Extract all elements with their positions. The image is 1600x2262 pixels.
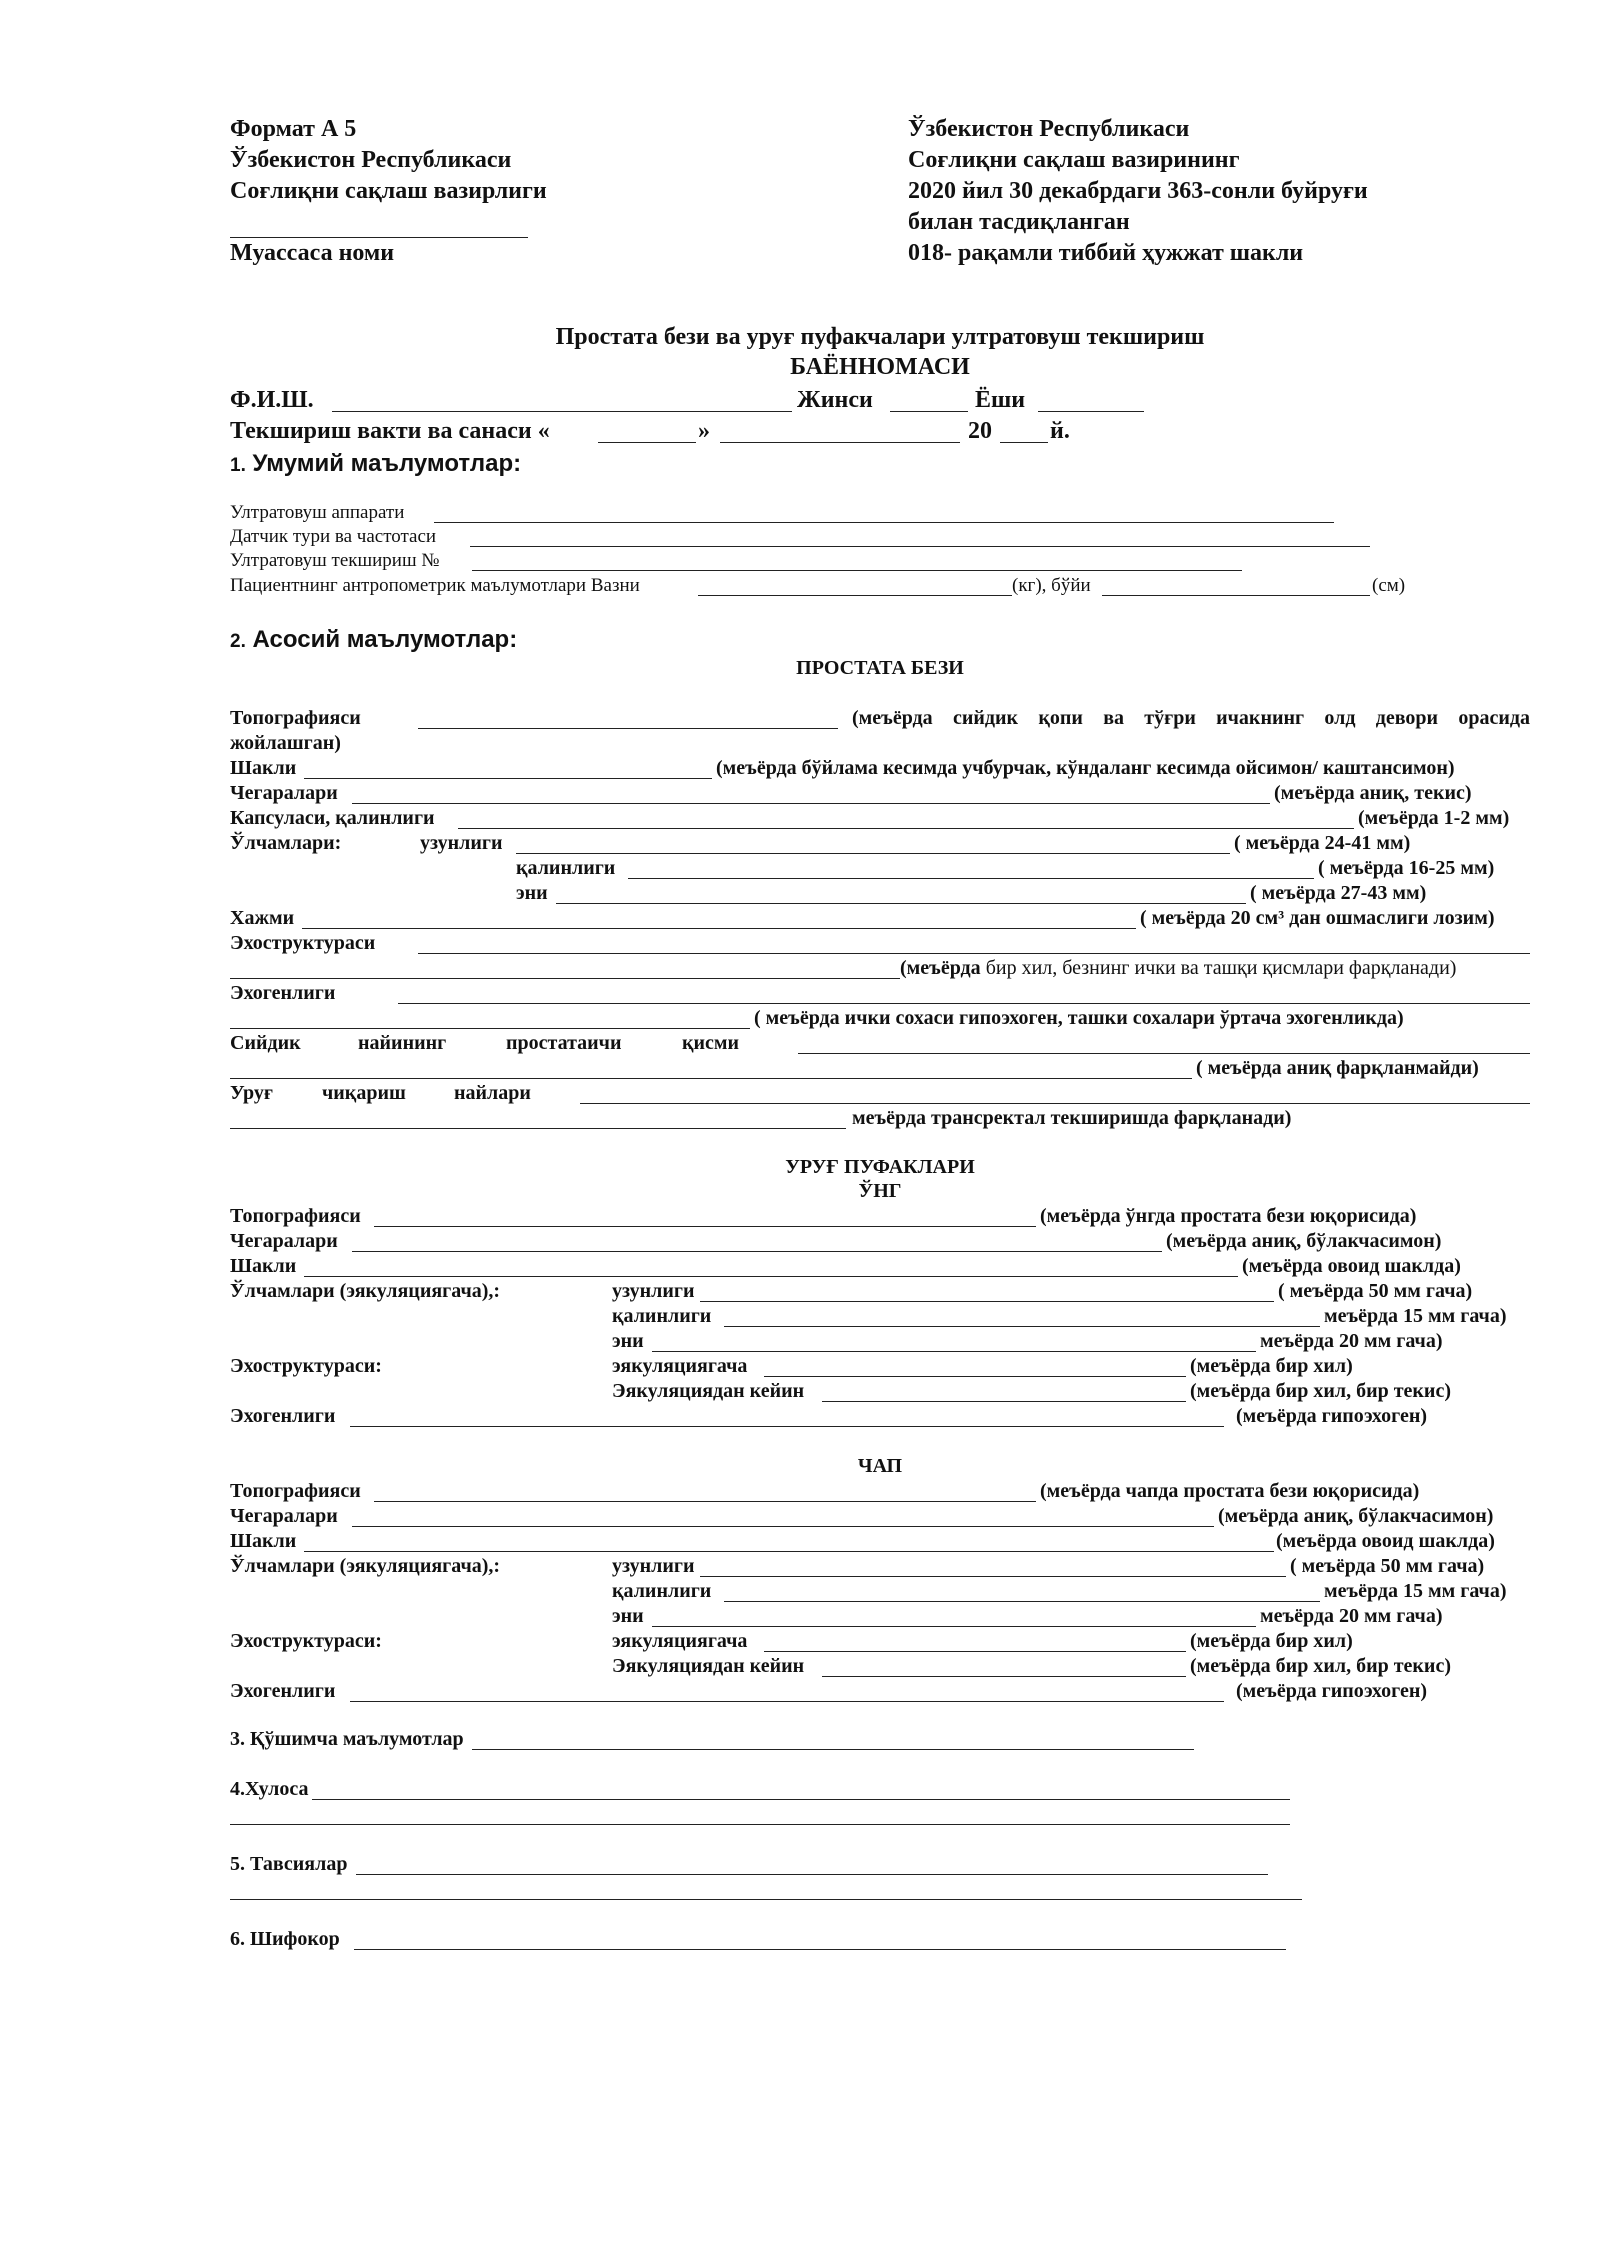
exam-no-label: Ултратовуш текшириш № [230,550,440,571]
right-thickness-label: қалинлиги [612,1305,712,1327]
right-width-field[interactable] [652,1351,1256,1352]
quote-close: » [698,418,710,444]
left-dims-label: Ўлчамлари (эякуляциягача),: [230,1555,501,1577]
prostate-capsule-label: Капсуласи, қалинлиги [230,807,435,829]
left-echogen-norm: (меъёрда гипоэхоген) [1236,1680,1428,1702]
ducts-word3: найлари [454,1082,531,1104]
ducts-word1: Уруғ [230,1082,273,1104]
republic-right: Ўзбекистон Республикаси [908,116,1190,142]
prostate-echogen-label: Эхогенлиги [230,982,336,1004]
right-after-label: Эякуляциядан кейин [612,1380,805,1402]
left-echogen-label: Эхогенлиги [230,1680,336,1702]
left-topo-label: Топографияси [230,1480,361,1502]
section1-heading [230,450,521,478]
section3-label: 3. Қўшимча маълумотлар [230,1728,464,1750]
ducts-field1[interactable] [580,1103,1530,1104]
institution-label: Муассаса номи [230,240,395,266]
right-before-norm: (меъёрда бир хил) [1190,1355,1353,1377]
left-width-norm: меъёрда 20 мм гача) [1260,1605,1443,1627]
prostate-echostr-label: Эхоструктураси [230,932,376,954]
section4-field2[interactable] [230,1824,1290,1825]
ducts-norm: меъёрда трансректал текширишда фарқланади) [852,1107,1292,1129]
cm-label: (см) [1372,575,1406,596]
prostate-width-field[interactable] [556,903,1246,904]
urethra-word2: найининг [358,1032,447,1054]
left-shape-label: Шакли [230,1530,297,1552]
prostate-capsule-norm: (меъёрда 1-2 мм) [1358,807,1510,829]
left-width-field[interactable] [652,1626,1256,1627]
right-borders-field[interactable] [352,1251,1162,1252]
prostate-echostr-norm [900,957,1456,980]
prostate-volume-label: Хажми [230,907,295,929]
prostate-thickness-label: қалинлиги [516,857,616,879]
prostate-volume-field[interactable] [302,928,1136,929]
right-shape-label: Шакли [230,1255,297,1277]
exam-no-field[interactable] [472,570,1242,571]
left-borders-norm: (меъёрда аниқ, бўлакчасимон) [1218,1505,1494,1527]
header-right [908,114,1368,269]
left-length-norm: ( меъёрда 50 мм гача) [1290,1555,1485,1577]
left-echostr-label: Эхоструктураси: [230,1630,382,1652]
sensor-field[interactable] [470,546,1370,547]
age-label: Ёши [975,387,1026,413]
prostate-echostr-norm-text: бир хил, безнинг ички ва ташқи қисмлари фарқланади) [985,957,1457,979]
right-thickness-norm: меъёрда 15 мм гача) [1324,1305,1507,1327]
left-length-field[interactable] [700,1576,1286,1577]
prostate-length-label: узунлиги [420,832,503,854]
section1-num: 1. [230,455,246,476]
header-left [230,114,547,207]
doc-form-line: 018- рақамли тиббий ҳужжат шакли [908,240,1304,266]
right-width-label: эни [612,1330,644,1352]
left-topo-norm: (меъёрда чапда простата бези юқорисида) [1040,1480,1420,1502]
section5-field2[interactable] [230,1899,1302,1900]
ducts-word2: чиқариш [322,1082,406,1104]
right-echogen-label: Эхогенлиги [230,1405,336,1427]
weight-field[interactable] [698,595,1012,596]
prostate-width-norm: ( меъёрда 27-43 мм) [1250,882,1427,904]
urethra-word3: простатаичи [506,1032,622,1054]
gender-field[interactable] [890,411,968,412]
right-after-norm: (меъёрда бир хил, бир текис) [1190,1380,1451,1402]
device-field[interactable] [434,522,1334,523]
doc-title-line1: Простата бези ва уруғ пуфакчалари ултратовуш текшириш [555,324,1205,350]
prostate-borders-label: Чегаралари [230,782,338,804]
exam-day-field[interactable] [598,442,696,443]
prostate-echostr-norm-lead: (меъёрда [900,957,981,979]
right-borders-norm: (меъёрда аниқ, бўлакчасимон) [1166,1230,1442,1252]
format-label: Формат А 5 [230,116,357,142]
minister-right: Соғлиқни сақлаш вазирининг [908,147,1240,173]
doctor-field[interactable] [354,1949,1286,1950]
prostate-thickness-norm: ( меъёрда 16-25 мм) [1318,857,1495,879]
urethra-word4: қисми [682,1032,740,1054]
prostate-echostr-field2[interactable] [230,978,900,979]
prostate-volume-norm: ( меъёрда 20 см³ дан ошмаслиги лозим) [1140,907,1495,929]
left-before-norm: (меъёрда бир хил) [1190,1630,1353,1652]
section5-label: 5. Тавсиялар [230,1853,348,1875]
urethra-norm: ( меъёрда аниқ фарқланмайди) [1196,1057,1479,1079]
right-before-label: эякуляциягача [612,1355,748,1377]
right-echostr-label: Эхоструктураси: [230,1355,382,1377]
right-length-norm: ( меъёрда 50 мм гача) [1278,1280,1473,1302]
section2-heading [230,626,517,654]
left-echogen-field[interactable] [350,1701,1224,1702]
section3-field[interactable] [472,1749,1194,1750]
kg-height-label: (кг), бўйи [1012,575,1091,596]
prostate-topo-norm1: (меъёрда сийдик қопи ва тўғри ичакнинг олд девори орасида [852,707,1530,729]
device-label: Ултратовуш аппарати [230,502,405,523]
right-echogen-norm: (меъёрда гипоэхоген) [1236,1405,1428,1427]
republic-left: Ўзбекистон Республикаси [230,147,512,173]
right-borders-label: Чегаралари [230,1230,338,1252]
prostate-width-label: эни [516,882,548,904]
left-after-norm: (меъёрда бир хил, бир текис) [1190,1655,1451,1677]
urethra-field2[interactable] [230,1078,1192,1079]
prostate-length-norm: ( меъёрда 24-41 мм) [1234,832,1411,854]
right-length-label: узунлиги [612,1280,695,1302]
left-thickness-label: қалинлиги [612,1580,712,1602]
left-before-field[interactable] [764,1651,1186,1652]
left-thickness-norm: меъёрда 15 мм гача) [1324,1580,1507,1602]
prostate-shape-label: Шакли [230,757,297,779]
urethra-word1: Сийдик [230,1032,301,1054]
left-topo-field[interactable] [374,1501,1036,1502]
prostate-echogen-field2[interactable] [230,1028,750,1029]
right-shape-norm: (меъёрда овоид шаклда) [1242,1255,1461,1277]
prostate-thickness-field[interactable] [628,878,1314,879]
right-width-norm: меъёрда 20 мм гача) [1260,1330,1443,1352]
prostate-echogen-norm: ( меъёрда ички сохаси гипоэхоген, ташки сохалари ўртача эхогенликда) [754,1007,1404,1029]
right-before-field[interactable] [764,1376,1186,1377]
prostate-heading: ПРОСТАТА БЕЗИ [796,657,964,679]
left-shape-field[interactable] [304,1551,1274,1552]
right-topo-label: Топографияси [230,1205,361,1227]
ministry-left: Соғлиқни сақлаш вазирлиги [230,178,547,204]
height-field[interactable] [1102,595,1370,596]
ducts-field2[interactable] [230,1128,846,1129]
prostate-echogen-field1[interactable] [398,1003,1530,1004]
right-thickness-field[interactable] [724,1326,1320,1327]
section2-num: 2. [230,631,246,652]
prostate-shape-norm: (меъёрда бўйлама кесимда учбурчак, кўндаланг кесимда ойсимон/ каштансимон) [716,757,1455,779]
right-heading: ЎНГ [858,1180,902,1202]
right-topo-norm: (меъёрда ўнгда простата бези юқорисида) [1040,1205,1417,1227]
gender-label: Жинси [797,387,873,413]
right-after-field[interactable] [822,1401,1186,1402]
prostate-shape-field[interactable] [304,778,712,779]
right-dims-label: Ўлчамлари (эякуляциягача),: [230,1280,501,1302]
left-after-label: Эякуляциядан кейин [612,1655,805,1677]
exam-time-label: Текшириш вакти ва санаси « [230,418,550,444]
section1-title: Умумий маълумотлар: [252,450,522,477]
prostate-borders-field[interactable] [352,803,1270,804]
prostate-borders-norm: (меъёрда аниқ, текис) [1274,782,1472,804]
left-borders-label: Чегаралари [230,1505,338,1527]
prostate-topo-norm2: жойлашган) [230,732,341,754]
sensor-label: Датчик тури ва частотаси [230,526,437,547]
prostate-dims-label: Ўлчамлари: [230,832,342,854]
section6-label: 6. Шифокор [230,1928,340,1950]
left-width-label: эни [612,1605,644,1627]
urethra-field1[interactable] [798,1053,1530,1054]
left-before-label: эякуляциягача [612,1630,748,1652]
exam-month-field[interactable] [720,442,960,443]
anthro-label: Пациентнинг антропометрик маълумотлари Вазни [230,575,640,596]
left-borders-field[interactable] [352,1526,1214,1527]
right-length-field[interactable] [700,1301,1274,1302]
left-heading: ЧАП [857,1455,903,1477]
right-echogen-field[interactable] [350,1426,1224,1427]
fio-label: Ф.И.Ш. [230,387,314,413]
prostate-echostr-field1[interactable] [418,953,1530,954]
left-after-field[interactable] [822,1676,1186,1677]
left-shape-norm: (меъёрда овоид шаклда) [1276,1530,1495,1552]
prostate-topo-field[interactable] [418,728,838,729]
order-line: 2020 йил 30 декабрдаги 363-сонли буйруғи [908,178,1368,204]
section4-field1[interactable] [312,1799,1290,1800]
prostate-topo-label: Топографияси [230,707,361,729]
fio-field[interactable] [332,411,792,412]
year-suffix: й. [1050,418,1070,444]
age-field[interactable] [1038,411,1144,412]
vesicles-heading: УРУҒ ПУФАКЛАРИ [785,1156,975,1178]
prostate-length-field[interactable] [516,853,1230,854]
exam-year-field[interactable] [1000,442,1048,443]
section2-title: Асосий маълумотлар: [252,626,518,653]
left-length-label: узунлиги [612,1555,695,1577]
left-thickness-field[interactable] [724,1601,1320,1602]
right-shape-field[interactable] [304,1276,1238,1277]
section5-field1[interactable] [356,1874,1268,1875]
year-prefix: 20 [968,418,992,444]
approved-line: билан тасдиқланган [908,209,1130,235]
doc-title-line2: БАЁННОМАСИ [790,354,970,380]
right-topo-field[interactable] [374,1226,1036,1227]
prostate-capsule-field[interactable] [458,828,1354,829]
section4-label: 4.Хулоса [230,1778,309,1800]
